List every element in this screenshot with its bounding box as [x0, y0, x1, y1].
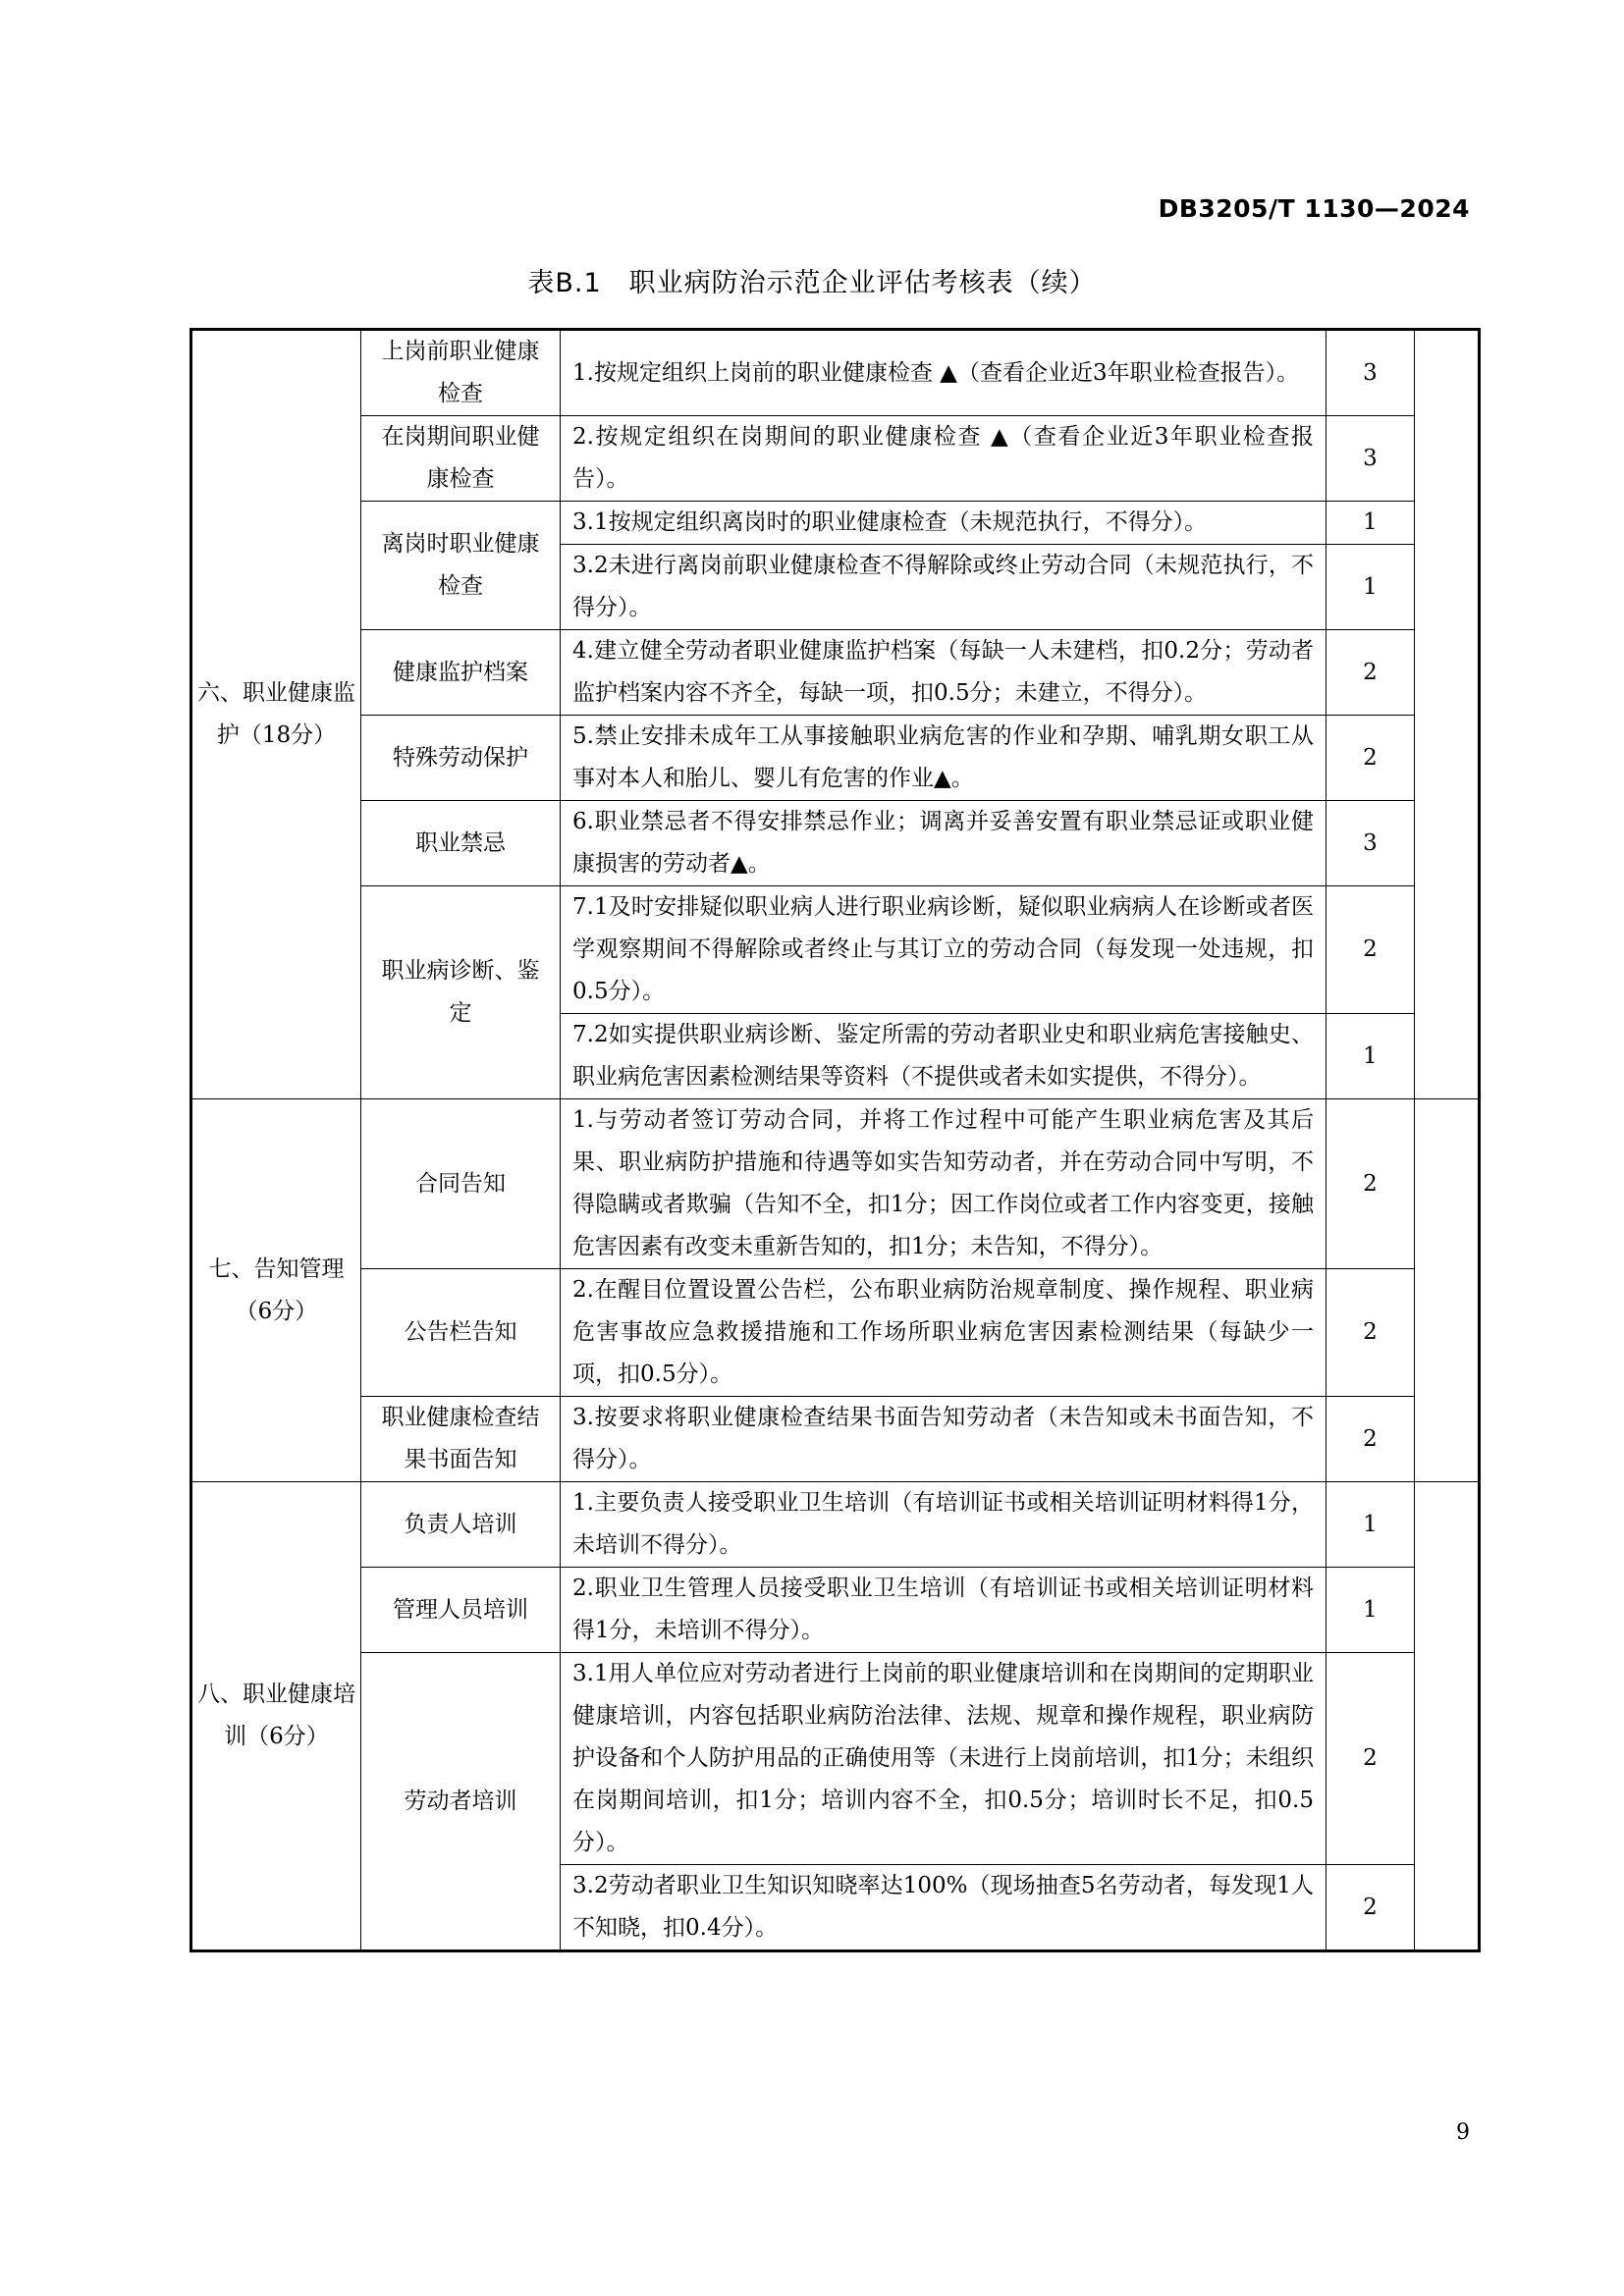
requirement-cell: 3.1按规定组织离岗时的职业健康检查（未规范执行，不得分）。 — [561, 502, 1326, 545]
requirement-cell: 2.按规定组织在岗期间的职业健康检查 ▲（查看企业近3年职业检查报告）。 — [561, 416, 1326, 502]
score-cell: 1 — [1326, 545, 1415, 630]
requirement-cell: 7.1及时安排疑似职业病人进行职业病诊断，疑似职业病病人在诊断或者医学观察期间不得解除或者终止与其订立的劳动合同（每发现一处违规，扣0.5分）。 — [561, 886, 1326, 1014]
table-row — [191, 1653, 1480, 1865]
score-cell: 2 — [1326, 886, 1415, 1014]
table-row — [191, 502, 1480, 545]
score-cell: 3 — [1326, 330, 1415, 416]
table-row — [191, 801, 1480, 886]
score-cell: 2 — [1326, 630, 1415, 716]
result-cell — [1415, 330, 1480, 1099]
requirement-cell: 4.建立健全劳动者职业健康监护档案（每缺一人未建档，扣0.2分；劳动者监护档案内容不齐全，每缺一项，扣0.5分；未建立，不得分）。 — [561, 630, 1326, 716]
item-cell: 管理人员培训 — [361, 1568, 561, 1653]
requirement-cell: 6.职业禁忌者不得安排禁忌作业；调离并妥善安置有职业禁忌证或职业健康损害的劳动者▲。 — [561, 801, 1326, 886]
requirement-cell: 1.与劳动者签订劳动合同，并将工作过程中可能产生职业病危害及其后果、职业病防护措施和待遇等如实告知劳动者，并在劳动合同中写明，不得隐瞒或者欺骗（告知不全，扣1分；因工作岗位或者工作内容变更，接触危害因素有改变未重新告知的，扣1分；未告知，不得分）。 — [561, 1099, 1326, 1269]
item-cell: 合同告知 — [361, 1099, 561, 1269]
score-cell: 2 — [1326, 1099, 1415, 1269]
requirement-cell: 5.禁止安排未成年工从事接触职业病危害的作业和孕期、哺乳期女职工从事对本人和胎儿、婴儿有危害的作业▲。 — [561, 716, 1326, 801]
category-cell: 八、职业健康培训（6分） — [191, 1482, 361, 1951]
table-title: 表B.1 职业病防治示范企业评估考核表（续） — [527, 268, 1097, 298]
score-cell: 2 — [1326, 716, 1415, 801]
requirement-cell: 2.在醒目位置设置公告栏，公布职业病防治规章制度、操作规程、职业病危害事故应急救援措施和工作场所职业病危害因素检测结果（每缺少一项，扣0.5分）。 — [561, 1269, 1326, 1397]
table-row — [191, 330, 1480, 416]
result-cell — [1415, 1099, 1480, 1482]
category-cell: 七、告知管理（6分） — [191, 1099, 361, 1482]
score-cell: 1 — [1326, 1482, 1415, 1568]
table-row — [191, 1269, 1480, 1397]
score-cell: 1 — [1326, 1014, 1415, 1099]
item-cell: 职业禁忌 — [361, 801, 561, 886]
table-row — [191, 416, 1480, 502]
item-cell: 负责人培训 — [361, 1482, 561, 1568]
requirement-cell: 1.主要负责人接受职业卫生培训（有培训证书或相关培训证明材料得1分，未培训不得分）。 — [561, 1482, 1326, 1568]
score-cell: 2 — [1326, 1269, 1415, 1397]
item-cell: 健康监护档案 — [361, 630, 561, 716]
requirement-cell: 3.2未进行离岗前职业健康检查不得解除或终止劳动合同（未规范执行，不得分）。 — [561, 545, 1326, 630]
item-cell: 特殊劳动保护 — [361, 716, 561, 801]
item-cell: 劳动者培训 — [361, 1653, 561, 1951]
result-cell — [1415, 1482, 1480, 1951]
score-cell: 2 — [1326, 1865, 1415, 1951]
item-cell: 在岗期间职业健康检查 — [361, 416, 561, 502]
score-cell: 3 — [1326, 416, 1415, 502]
requirement-cell: 3.2劳动者职业卫生知识知晓率达100%（现场抽查5名劳动者，每发现1人不知晓，扣0.4分）。 — [561, 1865, 1326, 1951]
table-row — [191, 1482, 1480, 1568]
document-code: DB3205/T 1130—2024 — [1158, 194, 1470, 223]
item-cell: 公告栏告知 — [361, 1269, 561, 1397]
requirement-cell: 1.按规定组织上岗前的职业健康检查 ▲（查看企业近3年职业检查报告）。 — [561, 330, 1326, 416]
requirement-cell: 7.2如实提供职业病诊断、鉴定所需的劳动者职业史和职业病危害接触史、职业病危害因素检测结果等资料（不提供或者未如实提供，不得分）。 — [561, 1014, 1326, 1099]
requirement-cell: 3.1用人单位应对劳动者进行上岗前的职业健康培训和在岗期间的定期职业健康培训，内容包括职业病防治法律、法规、规章和操作规程，职业病防护设备和个人防护用品的正确使用等（未进行上岗前培训，扣1分；未组织在岗期间培训，扣1分；培训内容不全，扣0.5分；培训时长不足，扣0.5分）。 — [561, 1653, 1326, 1865]
page-number: 9 — [1456, 2120, 1470, 2145]
score-cell: 3 — [1326, 801, 1415, 886]
requirement-cell: 2.职业卫生管理人员接受职业卫生培训（有培训证书或相关培训证明材料得1分，未培训不得分）。 — [561, 1568, 1326, 1653]
assessment-table-container — [189, 328, 1478, 1952]
table-row — [191, 1099, 1480, 1269]
table-row — [191, 630, 1480, 716]
score-cell: 2 — [1326, 1397, 1415, 1482]
requirement-cell: 3.按要求将职业健康检查结果书面告知劳动者（未告知或未书面告知，不得分）。 — [561, 1397, 1326, 1482]
item-cell: 上岗前职业健康检查 — [361, 330, 561, 416]
score-cell: 2 — [1326, 1653, 1415, 1865]
table-row — [191, 1397, 1480, 1482]
assessment-table — [189, 328, 1481, 1952]
table-row — [191, 716, 1480, 801]
score-cell: 1 — [1326, 1568, 1415, 1653]
table-row — [191, 886, 1480, 1014]
score-cell: 1 — [1326, 502, 1415, 545]
table-row — [191, 1568, 1480, 1653]
item-cell: 职业健康检查结果书面告知 — [361, 1397, 561, 1482]
category-cell: 六、职业健康监护（18分） — [191, 330, 361, 1099]
item-cell: 职业病诊断、鉴定 — [361, 886, 561, 1099]
item-cell: 离岗时职业健康检查 — [361, 502, 561, 630]
